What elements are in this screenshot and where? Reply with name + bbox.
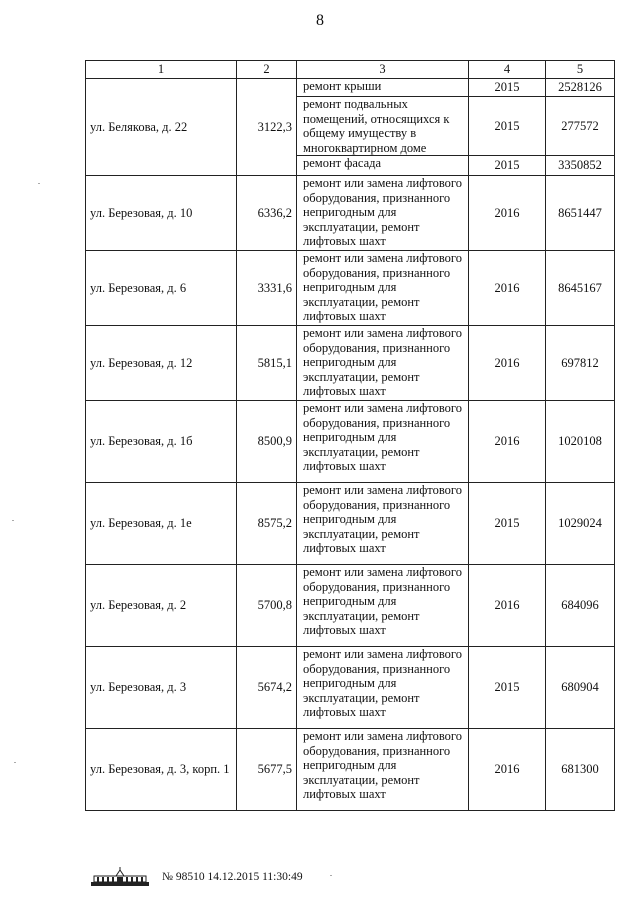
address-cell: ул. Березовая, д. 3 — [86, 647, 237, 729]
cost-cell: 1020108 — [546, 401, 615, 483]
address-cell: ул. Березовая, д. 3, корп. 1 — [86, 729, 237, 811]
table-row — [86, 176, 615, 251]
work-description-cell: ремонт крыши — [297, 79, 469, 97]
column-header: 2 — [237, 61, 297, 79]
scan-speck — [38, 183, 40, 184]
document-footer — [90, 866, 303, 888]
cost-cell: 8645167 — [546, 251, 615, 326]
table-row — [86, 483, 615, 565]
table-row — [86, 729, 615, 811]
scan-speck — [12, 520, 14, 521]
work-description-cell: ремонт или замена лифтового оборудования, признанного непригодным для эксплуатации, ремонт лифтовых шахт — [297, 401, 469, 483]
table-row — [86, 401, 615, 483]
page-number: 8 — [316, 12, 324, 29]
area-cell: 8500,9 — [237, 401, 297, 483]
scan-speck — [330, 875, 332, 876]
cost-cell: 680904 — [546, 647, 615, 729]
year-cell: 2016 — [469, 251, 546, 326]
table-row — [86, 251, 615, 326]
work-description-cell: ремонт или замена лифтового оборудования, признанного непригодным для эксплуатации, ремонт лифтовых шахт — [297, 176, 469, 251]
address-cell: ул. Березовая, д. 2 — [86, 565, 237, 647]
area-cell: 3122,3 — [237, 79, 297, 176]
works-table — [85, 60, 615, 811]
document-stamp — [162, 871, 303, 883]
cost-cell: 8651447 — [546, 176, 615, 251]
document-number: № 98510 — [162, 871, 205, 883]
year-cell: 2015 — [469, 647, 546, 729]
year-cell: 2016 — [469, 401, 546, 483]
cost-cell: 3350852 — [546, 156, 615, 176]
column-header: 1 — [86, 61, 237, 79]
cost-cell: 277572 — [546, 97, 615, 156]
table-row — [86, 647, 615, 729]
year-cell: 2015 — [469, 483, 546, 565]
table-row — [86, 565, 615, 647]
work-description-cell: ремонт или замена лифтового оборудования, признанного непригодным для эксплуатации, ремонт лифтовых шахт — [297, 565, 469, 647]
cost-cell: 684096 — [546, 565, 615, 647]
work-description-cell: ремонт подвальных помещений, относящихся к общему имуществу в многоквартирном доме — [297, 97, 469, 156]
address-cell: ул. Березовая, д. 1е — [86, 483, 237, 565]
area-cell: 6336,2 — [237, 176, 297, 251]
year-cell: 2016 — [469, 326, 546, 401]
area-cell: 5700,8 — [237, 565, 297, 647]
work-description-cell: ремонт или замена лифтового оборудования, признанного непригодным для эксплуатации, ремонт лифтовых шахт — [297, 326, 469, 401]
year-cell: 2016 — [469, 565, 546, 647]
area-cell: 8575,2 — [237, 483, 297, 565]
scan-speck — [14, 762, 16, 763]
year-cell: 2015 — [469, 97, 546, 156]
building-emblem-icon — [90, 867, 150, 887]
year-cell: 2015 — [469, 156, 546, 176]
table-row — [86, 79, 615, 97]
address-cell: ул. Березовая, д. 12 — [86, 326, 237, 401]
table-header-row — [86, 61, 615, 79]
area-cell: 5674,2 — [237, 647, 297, 729]
address-cell: ул. Белякова, д. 22 — [86, 79, 237, 176]
cost-cell: 697812 — [546, 326, 615, 401]
year-cell: 2015 — [469, 79, 546, 97]
work-description-cell: ремонт или замена лифтового оборудования, признанного непригодным для эксплуатации, ремонт лифтовых шахт — [297, 647, 469, 729]
area-cell: 5815,1 — [237, 326, 297, 401]
work-description-cell: ремонт или замена лифтового оборудования, признанного непригодным для эксплуатации, ремонт лифтовых шахт — [297, 729, 469, 811]
year-cell: 2016 — [469, 729, 546, 811]
cost-cell: 2528126 — [546, 79, 615, 97]
work-description-cell: ремонт фасада — [297, 156, 469, 176]
cost-cell: 681300 — [546, 729, 615, 811]
column-header: 4 — [469, 61, 546, 79]
year-cell: 2016 — [469, 176, 546, 251]
area-cell: 5677,5 — [237, 729, 297, 811]
column-header: 3 — [297, 61, 469, 79]
address-cell: ул. Березовая, д. 10 — [86, 176, 237, 251]
address-cell: ул. Березовая, д. 6 — [86, 251, 237, 326]
table-row — [86, 326, 615, 401]
work-description-cell: ремонт или замена лифтового оборудования, признанного непригодным для эксплуатации, ремонт лифтовых шахт — [297, 251, 469, 326]
work-description-cell: ремонт или замена лифтового оборудования, признанного непригодным для эксплуатации, ремонт лифтовых шахт — [297, 483, 469, 565]
document-timestamp: 14.12.2015 11:30:49 — [207, 871, 303, 883]
address-cell: ул. Березовая, д. 1б — [86, 401, 237, 483]
cost-cell: 1029024 — [546, 483, 615, 565]
column-header: 5 — [546, 61, 615, 79]
area-cell: 3331,6 — [237, 251, 297, 326]
